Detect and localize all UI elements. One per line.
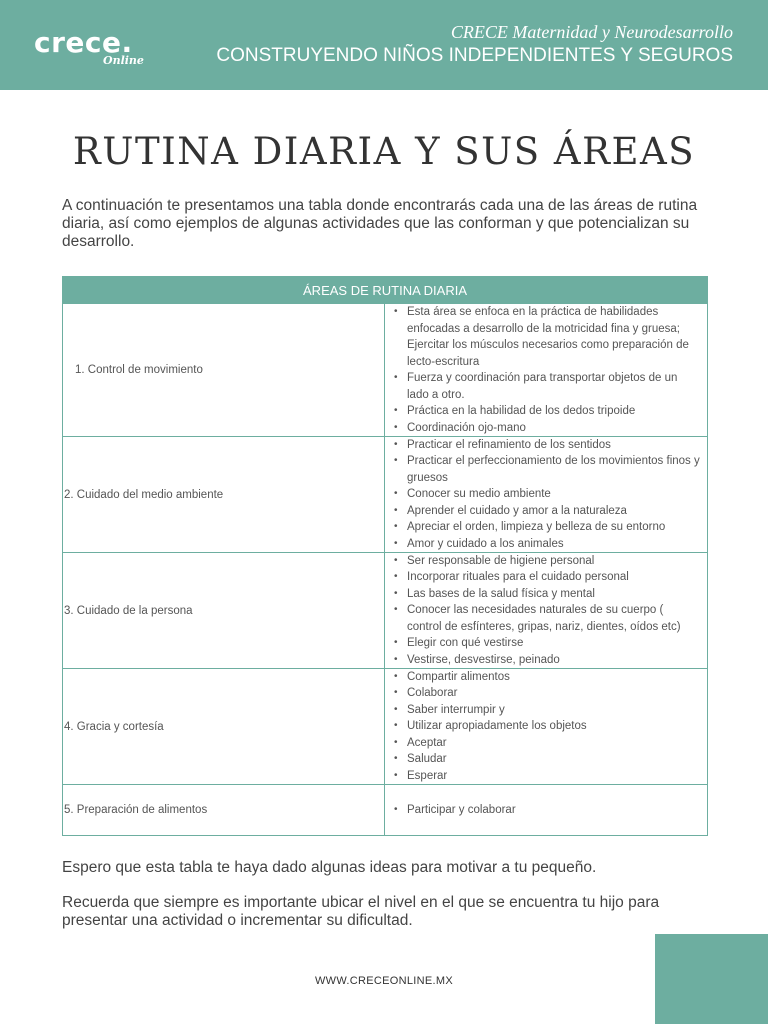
table-row <box>63 785 708 836</box>
area-label: 1. Control de movimiento <box>75 364 203 376</box>
list-item: • Aceptar <box>407 735 701 752</box>
list-item: • Colaborar <box>407 685 701 702</box>
header-text <box>216 22 733 68</box>
area-label: 3. Cuidado de la persona <box>64 604 193 617</box>
closing-paragraph-2: Recuerda que siempre es importante ubicar el nivel en el que se encuentra tu hijo para presentar una actividad o incrementar su dificultad. <box>62 894 660 929</box>
routine-areas-table <box>62 276 708 836</box>
list-item: • Practicar el perfeccionamiento de los movimientos finos y gruesos <box>407 453 701 486</box>
table-row <box>63 553 708 669</box>
list-item: • Coordinación ojo-mano <box>407 420 701 437</box>
list-item: • Vestirse, desvestirse, peinado <box>407 652 701 668</box>
header-title: CRECE Maternidad y Neurodesarrollo <box>450 22 733 42</box>
area-cell <box>63 669 385 785</box>
area-cell <box>63 553 385 669</box>
intro-paragraph: A continuación te presentamos una tabla donde encontrarás cada una de las áreas de rutina diaria, así como ejemplos de algunas actividades que las conforman y que potencializan su desarrollo. <box>62 197 698 250</box>
list-item: • Esperar <box>407 768 701 784</box>
list-item: • Fuerza y coordinación para transportar objetos de un lado a otro. <box>407 370 701 403</box>
activity-list <box>385 553 707 668</box>
list-item: • Elegir con qué vestirse <box>407 635 701 652</box>
activity-list <box>385 437 707 552</box>
list-item: • Participar y colaborar <box>407 802 701 819</box>
table-row <box>63 669 708 785</box>
closing-paragraph-1: Espero que esta tabla te haya dado algunas ideas para motivar a tu pequeño. <box>62 859 597 876</box>
footer-url: WWW.CRECEONLINE.MX <box>314 975 453 987</box>
activities-cell <box>385 669 708 785</box>
list-item: • Práctica en la habilidad de los dedos tripoide <box>407 403 701 420</box>
table-header: ÁREAS DE RUTINA DIARIA <box>63 277 708 304</box>
activity-list <box>385 304 707 436</box>
list-item: • Ser responsable de higiene personal <box>407 553 701 569</box>
list-item: • Saber interrumpir y <box>407 702 701 719</box>
list-item: • Incorporar rituales para el cuidado personal <box>407 569 701 586</box>
list-item: • Aprender el cuidado y amor a la naturaleza <box>407 503 701 520</box>
area-cell <box>63 785 385 836</box>
list-item: • Compartir alimentos <box>407 669 701 685</box>
list-item: • Practicar el refinamiento de los sentidos <box>407 437 701 453</box>
activity-list <box>385 669 707 784</box>
list-item: • Conocer las necesidades naturales de su cuerpo ( control de esfínteres, gripas, nariz, dientes, oídos etc) <box>407 602 701 635</box>
area-label: 2. Cuidado del medio ambiente <box>64 488 224 501</box>
area-cell <box>63 304 385 437</box>
brand-logo: crece. <box>34 26 133 59</box>
area-label: 5. Preparación de alimentos <box>64 804 208 816</box>
area-cell <box>63 437 385 553</box>
activity-list <box>385 802 707 819</box>
brand-logo-sub: Online <box>103 54 144 67</box>
list-item: • Amor y cuidado a los animales <box>407 536 701 552</box>
list-item: • Utilizar apropiadamente los objetos <box>407 718 701 735</box>
list-item: • Conocer su medio ambiente <box>407 486 701 503</box>
list-item: • Apreciar el orden, limpieza y belleza de su entorno <box>407 519 701 536</box>
list-item: • Saludar <box>407 751 701 768</box>
activities-cell <box>385 785 708 836</box>
list-item: • Las bases de la salud física y mental <box>407 586 701 603</box>
activities-cell <box>385 304 708 437</box>
list-item: • Esta área se enfoca en la práctica de habilidades enfocadas a desarrollo de la motricidad fina y gruesa; Ejercitar los músculos necesarios como preparación de lecto-escritura <box>407 304 701 370</box>
activities-cell <box>385 437 708 553</box>
header-bar <box>0 0 768 90</box>
table-row <box>63 437 708 553</box>
page-title: RUTINA DIARIA Y SUS ÁREAS <box>72 130 696 173</box>
table-row <box>63 304 708 437</box>
header-subtitle: CONSTRUYENDO NIÑOS INDEPENDIENTES Y SEGUROS <box>216 45 733 66</box>
activities-cell <box>385 553 708 669</box>
area-label: 4. Gracia y cortesía <box>64 720 164 733</box>
